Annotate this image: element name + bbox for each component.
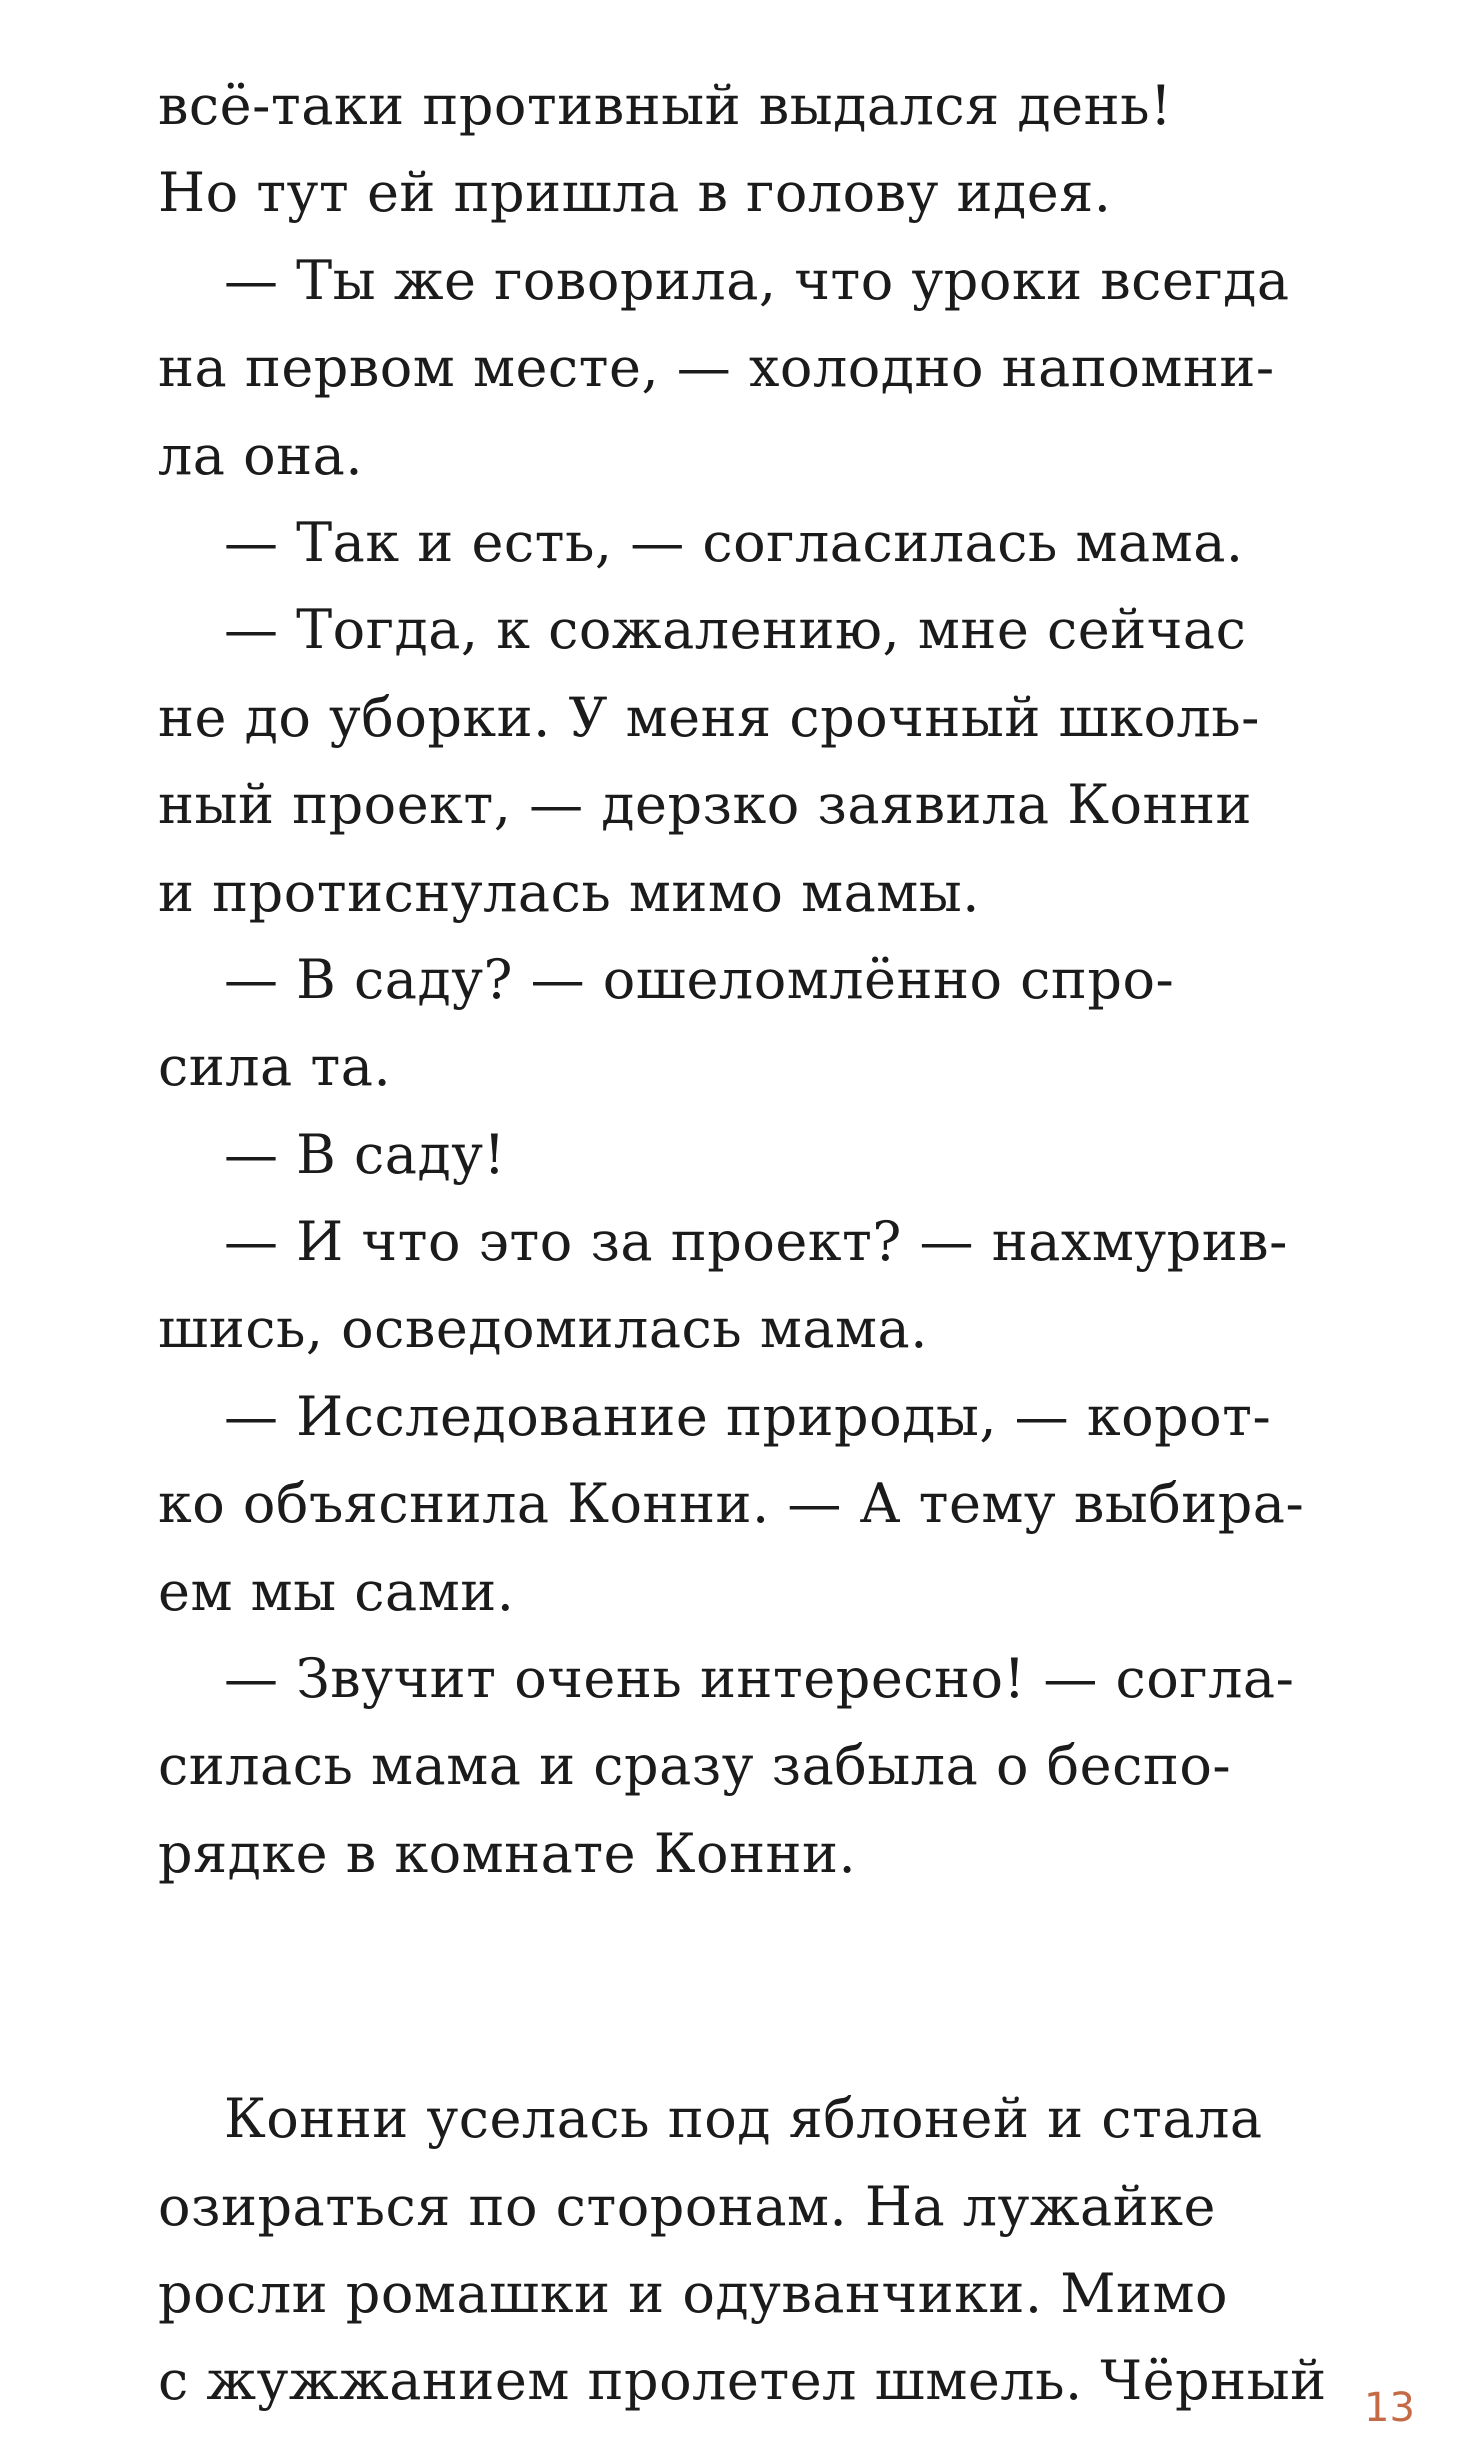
paragraph-block-1 (158, 62, 1358, 1897)
text-line: — Звучит очень интересно! — согла- (224, 1647, 1295, 1711)
text-line: ла она. (158, 423, 364, 487)
section-gap (158, 1897, 1358, 2075)
text-line: на первом месте, — холодно напомни- (158, 336, 1275, 400)
text-line: — Так и есть, — согласилась мама. (224, 510, 1244, 574)
text-line: — Ты же говорила, что уроки всегда (224, 248, 1290, 312)
text-line: с жужжанием пролетел шмель. Чёрный (158, 2349, 1327, 2413)
text-line: шись, осведомилась мама. (158, 1297, 928, 1361)
text-line: и протиснулась мимо мамы. (158, 860, 980, 924)
text-line: не до уборки. У меня срочный школь- (158, 685, 1260, 749)
text-line: — В саду! (224, 1122, 506, 1186)
text-line: — И что это за проект? — нахмурив- (224, 1210, 1288, 1274)
text-line: росли ромашки и одуванчики. Мимо (158, 2261, 1229, 2325)
text-line: силась мама и сразу забыла о беспо- (158, 1734, 1232, 1798)
page-number: 13 (1364, 2385, 1415, 2431)
paragraph-block-2 (158, 2075, 1358, 2425)
text-line: — Исследование природы, — корот- (224, 1384, 1272, 1448)
text-line: — В саду? — ошеломлённо спро- (224, 947, 1175, 1011)
text-line: рядке в комнате Конни. (158, 1821, 857, 1885)
page-text (158, 62, 1358, 2425)
text-line: Но тут ей пришла в голову идея. (158, 161, 1112, 225)
text-line: ко объяснила Конни. — А тему выбира- (158, 1472, 1305, 1536)
text-line: Конни уселась под яблоней и стала (224, 2087, 1263, 2151)
text-line: сила та. (158, 1035, 392, 1099)
text-line: озираться по сторонам. На лужайке (158, 2174, 1216, 2238)
text-line: ем мы сами. (158, 1559, 515, 1623)
text-line: — Тогда, к сожалению, мне сейчас (224, 598, 1247, 662)
text-line: ный проект, — дерзко заявила Конни (158, 773, 1252, 837)
text-line: всё-таки противный выдался день! (158, 74, 1173, 137)
